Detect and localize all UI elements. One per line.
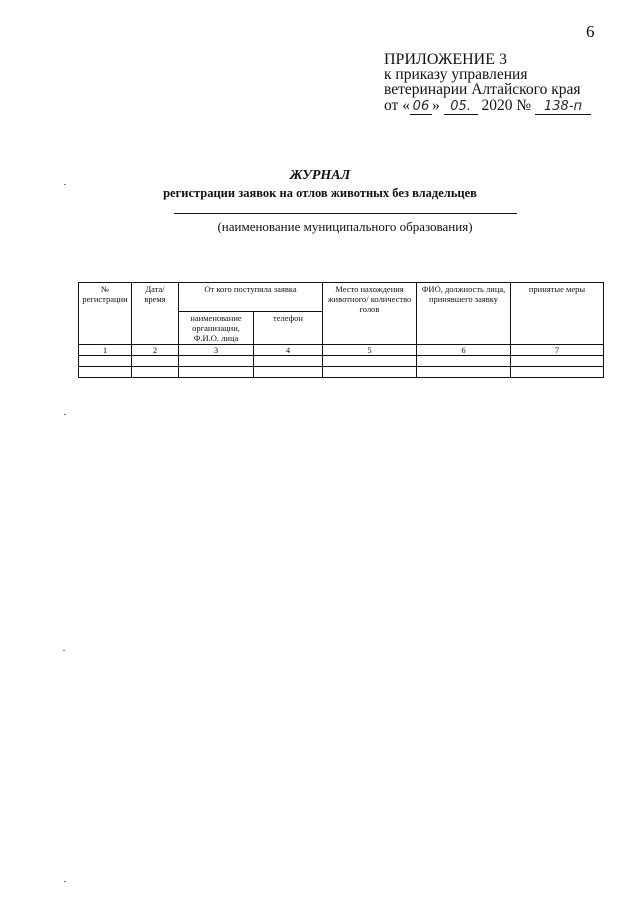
column-number: 4	[254, 345, 323, 356]
column-number: 7	[511, 345, 604, 356]
table-header-row	[79, 283, 604, 312]
scan-speck	[64, 414, 66, 415]
empty-cell	[132, 367, 179, 378]
header-date-time: Дата/ время	[132, 283, 179, 345]
empty-cell	[179, 356, 254, 367]
empty-cell	[254, 356, 323, 367]
column-number: 5	[323, 345, 417, 356]
page-number: 6	[586, 22, 595, 41]
empty-cell	[323, 367, 417, 378]
date-prefix: от «	[384, 97, 410, 114]
header-receiver: ФИО, должность лица, принявшего заявку	[417, 283, 511, 345]
empty-cell	[417, 356, 511, 367]
empty-cell	[132, 356, 179, 367]
header-reg-no: № регистрации	[79, 283, 132, 345]
date-quote-close: »	[431, 97, 440, 114]
table-row	[79, 367, 604, 378]
column-number: 6	[417, 345, 511, 356]
scan-speck	[63, 650, 65, 651]
municipality-name-line	[174, 213, 517, 214]
appendix-department-line: ветеринарии Алтайского края	[384, 81, 581, 98]
column-number: 2	[132, 345, 179, 356]
column-number-row	[79, 345, 604, 356]
date-year-number-label: 2020 №	[481, 97, 532, 114]
header-phone: телефон	[254, 312, 323, 345]
table-row	[79, 356, 604, 367]
journal-title: ЖУРНАЛ	[289, 168, 351, 183]
header-from-whom: От кого поступила заявка	[179, 283, 323, 312]
empty-cell	[79, 367, 132, 378]
appendix-order-line: к приказу управления	[384, 66, 528, 83]
empty-cell	[511, 356, 604, 367]
empty-cell	[254, 367, 323, 378]
empty-cell	[511, 367, 604, 378]
column-number: 3	[179, 345, 254, 356]
empty-cell	[179, 367, 254, 378]
journal-subtitle: регистрации заявок на отлов животных без владельцев	[163, 186, 477, 200]
handwritten-order-number: 138-п	[535, 100, 591, 115]
municipality-name-caption: (наименование муниципального образования)	[217, 219, 473, 234]
header-location: Место нахождения животного/ количество голов	[323, 283, 417, 345]
handwritten-day: 06	[410, 100, 432, 115]
handwritten-month: 05.	[444, 100, 478, 115]
scan-speck	[64, 881, 66, 882]
header-org-name: наименование организации, Ф.И.О. лица	[179, 312, 254, 345]
empty-cell	[323, 356, 417, 367]
header-measures: принятые меры	[511, 283, 604, 345]
column-number: 1	[79, 345, 132, 356]
scan-speck	[64, 184, 66, 185]
registration-table	[78, 282, 604, 378]
appendix-title: ПРИЛОЖЕНИЕ 3	[384, 51, 508, 68]
appendix-block	[384, 52, 581, 97]
empty-cell	[417, 367, 511, 378]
empty-cell	[79, 356, 132, 367]
appendix-date-line	[384, 97, 591, 115]
